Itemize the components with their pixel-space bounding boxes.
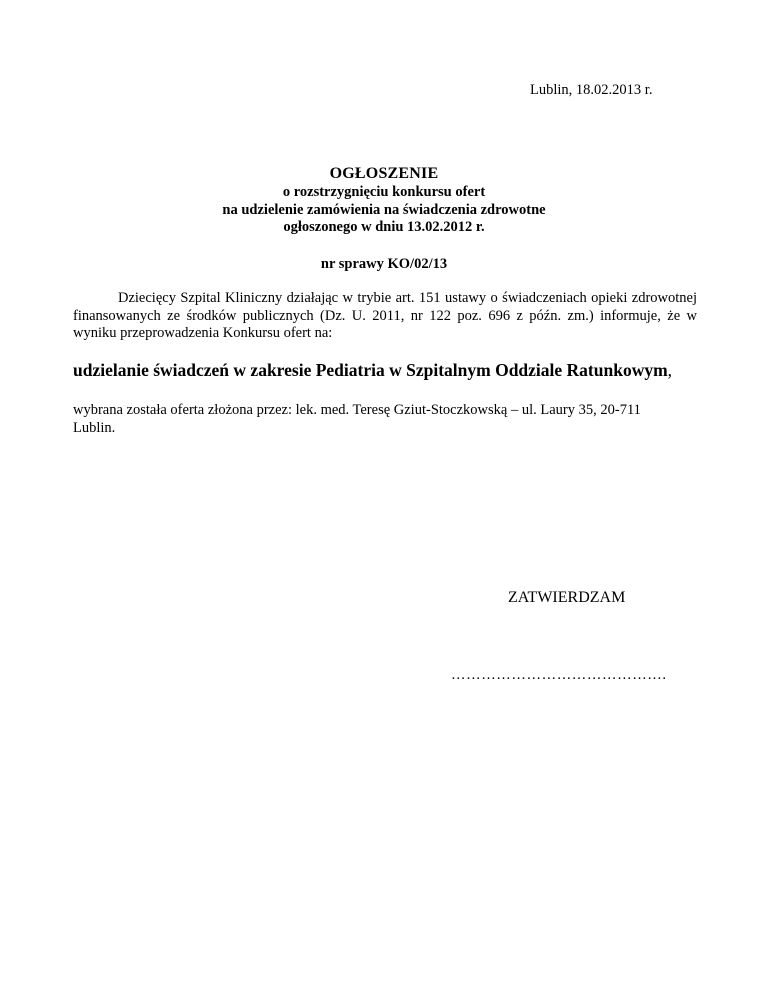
announcement-title: OGŁOSZENIE: [329, 165, 439, 182]
contract-subject-bold: udzielanie świadczeń w zakresie Pediatria w Szpitalnym Oddziale Ratunkowym: [73, 360, 668, 380]
body-paragraph: Dziecięcy Szpital Kliniczny działając w trybie art. 151 ustawy o świadczeniach opieki zdrowotnej finansowanych ze środków publicznych (Dz. U. 2011, nr 122 poz. 696 z późn. zm.) informuje, że w wyniku przeprowadzenia Konkursu ofert na:: [73, 290, 697, 341]
subtitle-line-1: o rozstrzygnięciu konkursu ofert: [282, 184, 486, 200]
selected-offer-line-1: wybrana została oferta złożona przez: lek. med. Teresę Gziut-Stoczkowską – ul. Laury 35, 20-711: [73, 402, 641, 418]
case-number: nr sprawy KO/02/13: [320, 256, 448, 272]
date-line: Lublin, 18.02.2013 r.: [530, 82, 653, 98]
signature-line: …………………………………….: [451, 667, 667, 683]
subtitle-line-2: na udzielenie zamówienia na świadczenia zdrowotne: [222, 201, 546, 218]
contract-subject: [73, 360, 672, 381]
selected-offer: [73, 402, 703, 437]
announcement-header: [0, 164, 768, 237]
subtitle-line-3: ogłoszonego w dniu 13.02.2012 r.: [283, 219, 485, 235]
contract-subject-tail: ,: [667, 360, 673, 380]
selected-offer-line-2: Lublin.: [73, 419, 116, 436]
approval-label: ZATWIERDZAM: [508, 589, 626, 606]
